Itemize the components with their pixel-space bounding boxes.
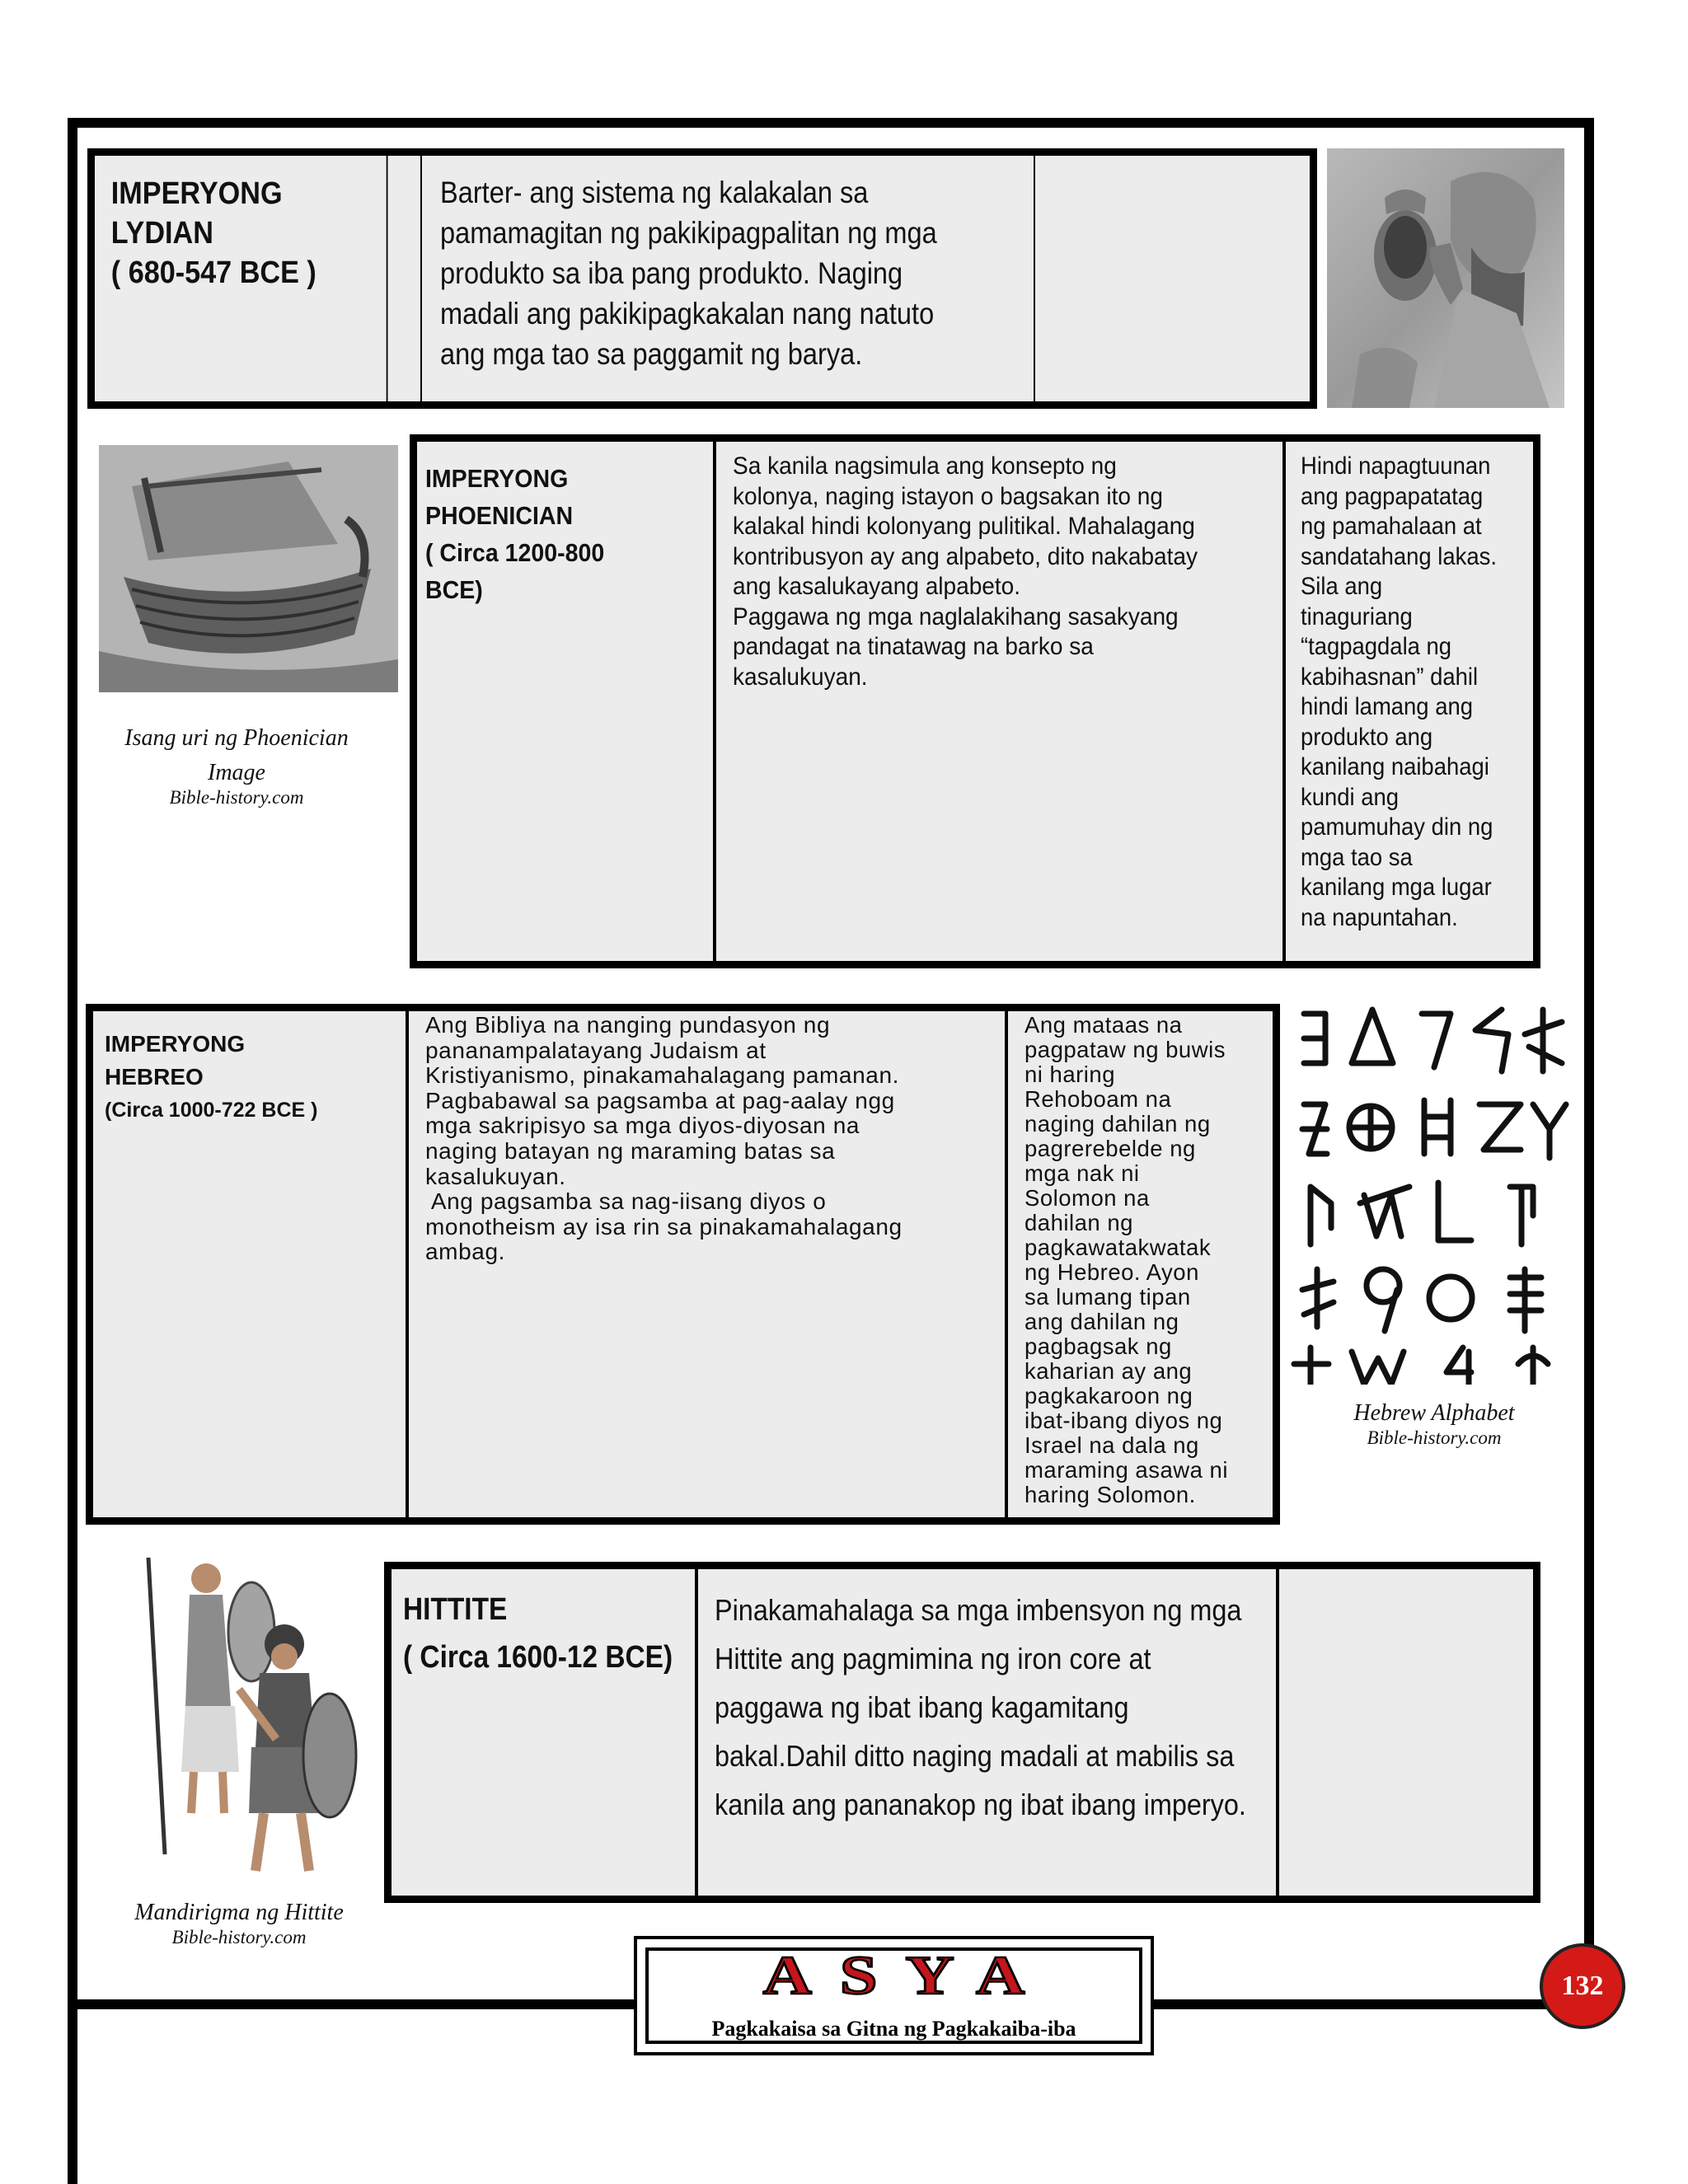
hebreo-note-line: sa lumang tipan [1025, 1284, 1191, 1310]
hebreo-title-line: (Circa 1000-722 BCE ) [105, 1099, 318, 1122]
phoenician-table [410, 434, 1540, 968]
hittite-desc-line: Hittite ang pagmimina ng iron core at [715, 1642, 1151, 1675]
hebreo-note-line: Israel na dala ng [1025, 1432, 1199, 1458]
lydian-title-line: ( 680-547 BCE ) [110, 255, 316, 290]
phoenician-note-line: ang pagpapatatag [1301, 482, 1484, 510]
hebreo-note-line: naging dahilan ng [1025, 1111, 1211, 1137]
hittite-caption-source: Bible-history.com [171, 1927, 307, 1947]
lydian-title-cell [95, 156, 388, 401]
phoenician-note-line: kundi ang [1301, 783, 1399, 811]
hebreo-table [86, 1004, 1280, 1525]
phoenician-note-line: “tagpagdala ng [1301, 633, 1452, 660]
asya-logo-subtitle: Pagkakaisa sa Gitna ng Pagkakaiba-iba [711, 2017, 1076, 2041]
phoenician-desc-line: Paggawa ng mga naglalakihang sasakyang [733, 602, 1179, 630]
hittite-note-cell [1278, 1569, 1533, 1896]
hebreo-note-line: haring Solomon. [1025, 1482, 1196, 1507]
page-number-badge: 132 [1540, 1943, 1625, 2029]
hebreo-description-cell [407, 1011, 1006, 1517]
hebreo-desc-line: Ang pagsamba sa nag-iisang diyos o [425, 1188, 827, 1215]
phoenician-ship-image [99, 445, 398, 692]
phoenician-note-line: Hindi napagtuunan [1301, 452, 1491, 480]
phoenician-desc-line: kolonya, naging istayon o bagsakan ito ng [733, 482, 1163, 510]
hittite-desc-line: Pinakamahalaga sa mga imbensyon ng mga [715, 1593, 1242, 1627]
hebreo-note-line: ng Hebreo. Ayon [1025, 1259, 1199, 1285]
hittite-title-line: ( Circa 1600-12 BCE) [403, 1640, 673, 1675]
hebreo-note-line: maraming asawa ni [1025, 1457, 1228, 1483]
hebrew-alphabet-image [1286, 997, 1574, 1385]
lydian-desc-line: pamamagitan ng pakikipagpalitan ng mga [440, 216, 937, 250]
hittite-title-line: HITTITE [403, 1592, 508, 1627]
hebreo-note-line: kaharian ay ang [1025, 1358, 1193, 1384]
hebreo-note-line: pagrerebelde ng [1025, 1136, 1196, 1161]
asya-logo [634, 1936, 1154, 2055]
phoenician-title-line: IMPERYONG [425, 464, 569, 493]
phoenician-title-line: BCE) [425, 575, 483, 604]
hebreo-title-line: IMPERYONG [105, 1031, 246, 1057]
lydian-desc-line: Barter- ang sistema ng kalakalan sa [440, 176, 869, 209]
page-frame-left [68, 118, 77, 2184]
asya-logo-inner [645, 1943, 1142, 2044]
hebreo-desc-line: pananampalatayang Judaism at [425, 1037, 767, 1063]
phoenician-title-line: PHOENICIAN [425, 501, 574, 530]
phoenician-desc-line: kasalukuyan. [733, 663, 868, 691]
hittite-caption [99, 1896, 379, 1950]
phoenician-note-line: tinaguriang [1301, 602, 1413, 630]
phoenician-note-line: pamumuhay din ng [1301, 813, 1493, 841]
hebreo-note-line: ni haring [1025, 1062, 1115, 1087]
lydian-desc-line: produkto sa iba pang produkto. Naging [440, 256, 903, 290]
phoenician-caption-line: Isang uri ng Phoenician [124, 725, 349, 751]
hebreo-note-line: pagpataw ng buwis [1025, 1037, 1226, 1062]
hebrew-alphabet-caption-source: Bible-history.com [1367, 1427, 1502, 1448]
page-frame-top [68, 118, 1594, 128]
hittite-description-cell [696, 1569, 1278, 1896]
phoenician-note-line: hindi lamang ang [1301, 693, 1473, 720]
phoenician-note-line: sandatahang lakas. [1301, 542, 1497, 570]
lydian-table [87, 148, 1317, 409]
hittite-desc-line: bakal.Dahil ditto naging madali at mabilis sa [715, 1739, 1235, 1773]
hebreo-desc-line: kasalukuyan. [425, 1163, 566, 1189]
phoenician-note-line: kanilang naibahagi [1301, 753, 1489, 780]
phoenician-caption [91, 721, 382, 810]
lydian-description-cell [420, 156, 1035, 401]
hebreo-desc-line: Kristiyanismo, pinakamahalagang pamanan. [425, 1062, 899, 1089]
phoenician-note-cell [1284, 442, 1533, 961]
hebreo-desc-line: monotheism ay isa rin sa pinakamahalagang [425, 1213, 903, 1240]
phoenician-desc-line: pandagat na tinatawag na barko sa [733, 633, 1094, 660]
hebreo-note-line: ang dahilan ng [1025, 1309, 1179, 1334]
hittite-table [384, 1562, 1540, 1903]
hebreo-note-cell [1006, 1011, 1273, 1517]
phoenician-caption-line: Image [208, 760, 265, 785]
hebreo-note-line: dahilan ng [1025, 1210, 1133, 1235]
hebreo-desc-line: naging batayan ng maraming batas sa [425, 1137, 836, 1164]
hebrew-alphabet-caption [1294, 1396, 1574, 1451]
hebreo-note-line: Solomon na [1025, 1185, 1150, 1211]
phoenician-note-line: Sila ang [1301, 573, 1383, 600]
phoenician-desc-line: Sa kanila nagsimula ang konsepto ng [733, 452, 1117, 480]
lydian-note-cell [1035, 156, 1310, 401]
phoenician-note-line: na napuntahan. [1301, 903, 1458, 931]
phoenician-note-line: ng pamahalaan at [1301, 513, 1482, 540]
asya-logo-title: ASYA [762, 1943, 1053, 2006]
phoenician-caption-source: Bible-history.com [169, 787, 304, 808]
hebreo-desc-line: Pagbabawal sa pagsamba at pag-aalay ngg [425, 1087, 895, 1113]
hebreo-desc-line: ambag. [425, 1239, 505, 1265]
hebreo-note-line: Rehoboam na [1025, 1086, 1172, 1112]
hittite-warriors-image [99, 1541, 379, 1887]
hebreo-title-cell [93, 1011, 407, 1517]
hebreo-desc-line: mga sakripisyo sa mga diyos-diyosan na [425, 1113, 860, 1139]
hebreo-desc-line: Ang Bibliya na nanging pundasyon ng [425, 1012, 831, 1038]
hebreo-note-line: pagkawatakwatak [1025, 1235, 1212, 1260]
phoenician-title-cell [417, 442, 715, 961]
phoenician-title-line: ( Circa 1200-800 [425, 538, 605, 567]
lydian-desc-line: madali ang pakikipagkakalan nang natuto [440, 297, 935, 330]
hebreo-note-line: pagkakaroon ng [1025, 1383, 1193, 1408]
hittite-desc-line: kanila ang pananakop ng ibat ibang imperyo. [715, 1788, 1246, 1821]
phoenician-note-line: kabihasnan” dahil [1301, 663, 1479, 691]
hittite-caption-title: Mandirigma ng Hittite [134, 1900, 344, 1925]
phoenician-note-line: produkto ang [1301, 723, 1433, 751]
hebreo-note-line: pagbagsak ng [1025, 1333, 1172, 1359]
hebreo-note-line: Ang mataas na [1025, 1012, 1183, 1038]
lydian-desc-line: ang mga tao sa paggamit ng barya. [440, 337, 863, 371]
phoenician-desc-line: ang kasalukayang alpabeto. [733, 573, 1021, 600]
hebreo-title-line: HEBREO [105, 1064, 204, 1090]
hittite-title-cell [392, 1569, 696, 1896]
page-frame-right [1584, 118, 1594, 2009]
phoenician-description-cell [715, 442, 1284, 961]
hebrew-alphabet-caption-title: Hebrew Alphabet [1353, 1400, 1515, 1426]
phoenician-desc-line: kalakal hindi kolonyang pulitikal. Mahalagang [733, 513, 1195, 540]
lydian-relief-image [1327, 148, 1564, 408]
lydian-title-line: IMPERYONG [110, 176, 283, 211]
hebreo-note-line: mga nak ni [1025, 1160, 1140, 1186]
lydian-title-line: LYDIAN [110, 216, 213, 251]
phoenician-note-line: kanilang mga lugar [1301, 874, 1492, 901]
hittite-desc-line: paggawa ng ibat ibang kagamitang [715, 1690, 1129, 1724]
phoenician-note-line: mga tao sa [1301, 843, 1413, 871]
hebreo-note-line: ibat-ibang diyos ng [1025, 1408, 1223, 1433]
phoenician-desc-line: kontribusyon ay ang alpabeto, dito nakabatay [733, 542, 1198, 570]
